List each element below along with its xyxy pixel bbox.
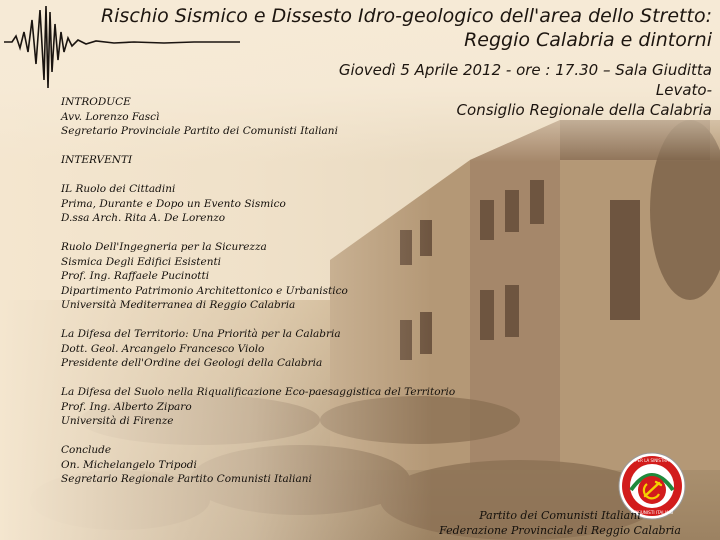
talk-line: Ruolo Dell'Ingegneria per la Sicurezza — [61, 241, 267, 253]
talk-line: Prof. Ing. Alberto Ziparo — [61, 400, 192, 413]
talk-line: Università Mediterranea di Reggio Calabria — [61, 299, 296, 311]
logo-top-text: PER LA SINISTRA — [635, 458, 669, 463]
logo-ring-text: COMUNISTI ITALIANI — [630, 510, 674, 515]
speaker-name: On. Michelangelo Tripodi — [61, 458, 197, 471]
section-heading: Conclude — [61, 444, 112, 456]
talk-line: Università di Firenze — [61, 415, 174, 427]
talk-line: Dott. Geol. Arcangelo Francesco Violo — [61, 342, 265, 355]
subtitle-line: Giovedì 5 Aprile 2012 - ore : 17.30 – Sala Giuditta Levato- — [338, 61, 712, 99]
talk-line: D.ssa Arch. Rita A. De Lorenzo — [61, 212, 226, 224]
footer-line: Federazione Provinciale di Reggio Calabria — [439, 524, 681, 537]
speaker-name: Avv. Lorenzo Fascì — [61, 110, 160, 123]
talk-line: Sismica Degli Edifici Esistenti — [61, 255, 222, 268]
section-heading: INTRODUCE — [61, 96, 131, 108]
talk — [61, 385, 481, 429]
talk-line: Prima, Durante e Dopo un Evento Sismico — [61, 197, 286, 210]
section-heading: INTERVENTI — [61, 154, 133, 166]
speaker-role: Segretario Provinciale Partito dei Comunisti Italiani — [61, 125, 338, 137]
conclude-section — [61, 443, 481, 487]
organizer-footer — [420, 508, 700, 538]
interventi-heading — [61, 153, 481, 168]
talk-line: IL Ruolo dei Cittadini — [61, 183, 176, 195]
subtitle-line: Consiglio Regionale della Calabria — [456, 101, 712, 119]
speaker-role: Segretario Regionale Partito Comunisti Italiani — [61, 473, 312, 485]
footer-line: Partito dei Comunisti Italiani — [479, 509, 641, 522]
introduce-section — [61, 95, 481, 139]
talk — [61, 182, 481, 226]
talk-line: La Difesa del Territorio: Una Priorità per la Calabria — [61, 328, 341, 340]
talk — [61, 240, 481, 313]
program — [61, 95, 481, 501]
talk-line: Presidente dell'Ordine dei Geologi della Calabria — [61, 357, 323, 369]
talk-line: Prof. Ing. Raffaele Pucinotti — [61, 270, 210, 282]
talk — [61, 327, 481, 371]
event-title: Rischio Sismico e Dissesto Idro-geologico dell'area dello Stretto: Reggio Calabria e dintorni — [100, 5, 712, 51]
talk-line: Dipartimento Patrimonio Architettonico e Urbanistico — [61, 284, 348, 297]
talk-line: La Difesa del Suolo nella Riqualificazione Eco-paesaggistica del Territorio — [61, 386, 456, 398]
